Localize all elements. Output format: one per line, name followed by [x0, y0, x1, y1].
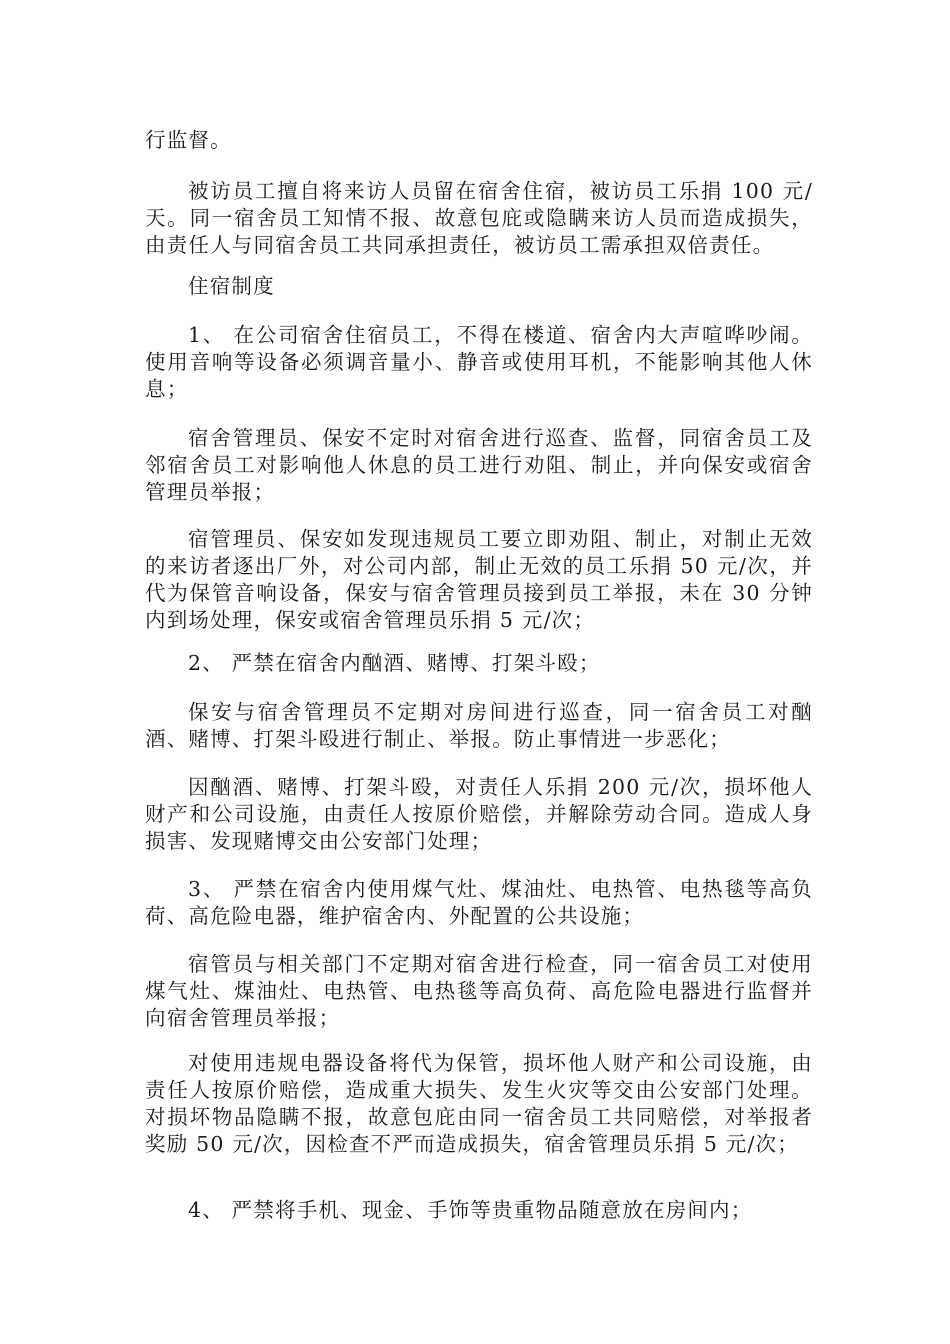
paragraph-visitor-penalty: 被访员工擅自将来访人员留在宿舍住宿，被访员工乐捐 100 元/天。同一宿舍员工知情不报、故意包庇或隐瞒来访人员而造成损失，由责任人与同宿舍员工共同承担责任，被访员工需承担双倍责任。	[145, 179, 813, 257]
rule-4-valuables: 4、 严禁将手机、现金、手饰等贵重物品随意放在房间内；	[188, 1198, 753, 1222]
paragraph-room-inspection: 保安与宿舍管理员不定期对房间进行巡查，同一宿舍员工对酗酒、赌博、打架斗殴进行制止、举报。防止事情进一步恶化；	[145, 700, 813, 751]
rule-2-drinking-gambling: 2、 严禁在宿舍内酗酒、赌博、打架斗殴；	[188, 651, 601, 675]
rule-1-noise: 1、 在公司宿舍住宿员工，不得在楼道、宿舍内大声喧哗吵闹。使用音响等设备必须调音量小、静音或使用耳机，不能影响其他人休息；	[145, 323, 813, 401]
paragraph-appliance-penalty: 对使用违规电器设备将代为保管，损坏他人财产和公司设施，由责任人按原价赔偿，造成重大损失、发生火灾等交由公安部门处理。对损坏物品隐瞒不报，故意包庇由同一宿舍员工共同赔偿，对举报者奖励 50 元/次，因检查不严而造成损失，宿舍管理员乐捐 5 元/次；	[145, 1051, 813, 1156]
paragraph-fighting-penalty: 因酗酒、赌博、打架斗殴，对责任人乐捐 200 元/次，损坏他人财产和公司设施，由责任人按原价赔偿，并解除劳动合同。造成人身损害、发现赌博交由公安部门处理；	[145, 775, 813, 853]
paragraph-violation-handling: 宿管理员、保安如发现违规员工要立即劝阻、制止，对制止无效的来访者逐出厂外，对公司内部，制止无效的员工乐捐 50 元/次，并代为保管音响设备，保安与宿舍管理员接到员工举报，未在 30 分钟内到场处理，保安或宿舍管理员乐捐 5 元/次；	[145, 527, 813, 632]
section-heading-accommodation: 住宿制度	[188, 274, 275, 298]
paragraph-appliance-inspection: 宿管员与相关部门不定期对宿舍进行检查，同一宿舍员工对使用煤气灶、煤油灶、电热管、电热毯等高负荷、高危险电器进行监督并向宿舍管理员举报；	[145, 952, 813, 1030]
paragraph-continuation: 行监督。	[145, 128, 232, 152]
rule-3-electrical-appliances: 3、 严禁在宿舍内使用煤气灶、煤油灶、电热管、电热毯等高负荷、高危险电器，维护宿舍内、外配置的公共设施；	[145, 877, 813, 928]
paragraph-patrol-supervision: 宿舍管理员、保安不定时对宿舍进行巡查、监督，同宿舍员工及邻宿舍员工对影响他人休息的员工进行劝阻、制止，并向保安或宿舍管理员举报；	[145, 426, 813, 504]
